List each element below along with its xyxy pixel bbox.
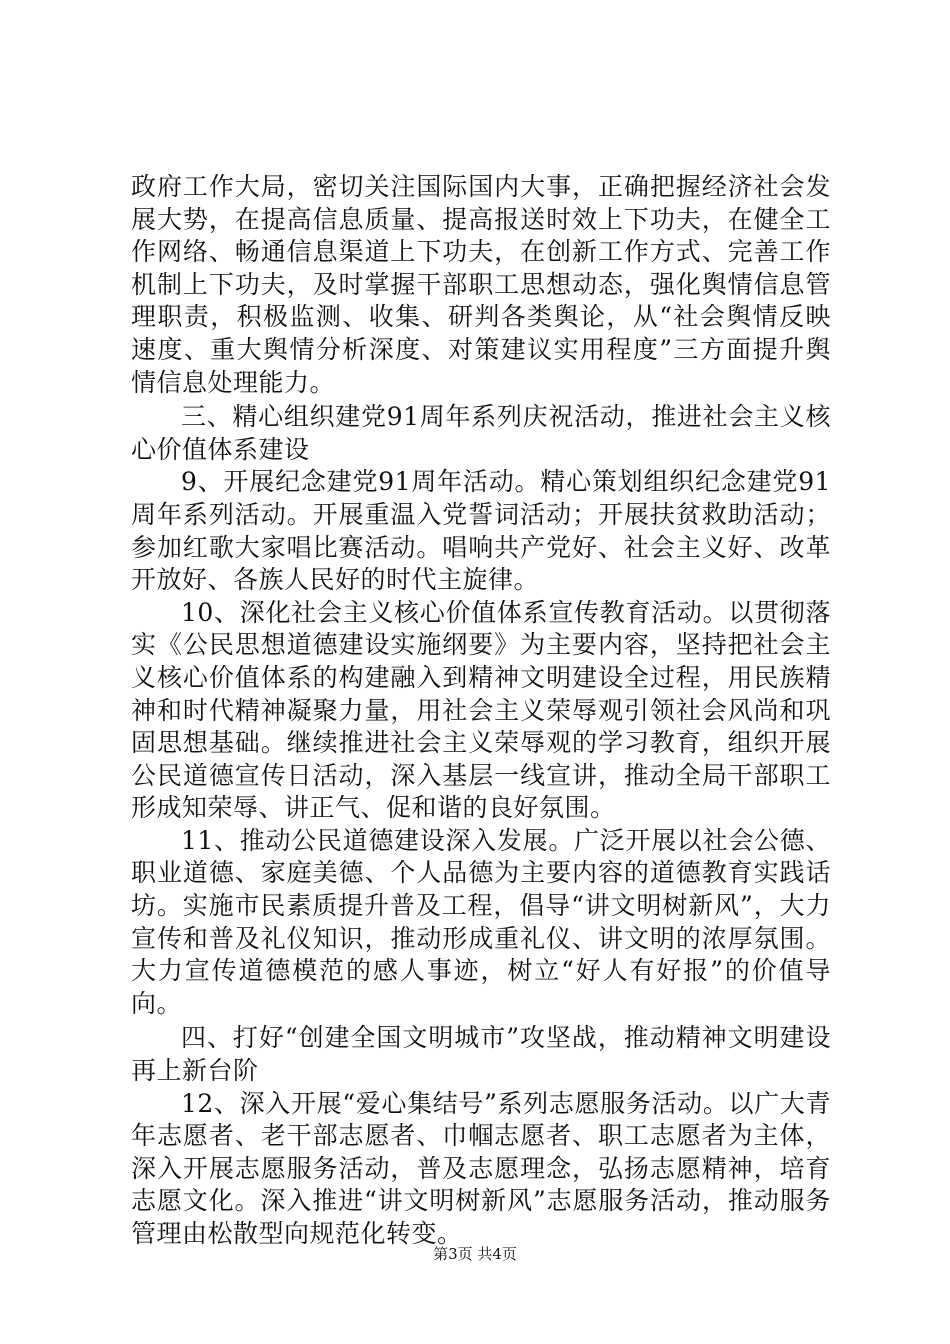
paragraph-item-12: 12、深入开展“爱心集结号”系列志愿服务活动。以广大青年志愿者、老干部志愿者、巾帼志愿者、职工志愿者为主体，深入开展志愿服务活动，普及志愿理念，弘扬志愿精神，培育志愿文化。深入推进“讲文明树新风”志愿服务活动，推动服务管理由松散型向规范化转变。 xyxy=(131,1088,831,1248)
paragraph-item-10: 10、深化社会主义核心价值体系宣传教育活动。以贯彻落实《公民思想道德建设实施纲要》为主要内容，坚持把社会主义核心价值体系的构建融入到精神文明建设全过程，用民族精神和时代精神凝聚力量，用社会主义荣辱观引领社会风尚和巩固思想基础。继续推进社会主义荣辱观的学习教育，组织开展公民道德宣传日活动，深入基层一线宣讲，推动全局干部职工形成知荣辱、讲正气、促和谐的良好氛围。 xyxy=(131,597,831,823)
document-body xyxy=(131,171,831,1251)
paragraph-continuation: 政府工作大局，密切关注国际国内大事，正确把握经济社会发展大势，在提高信息质量、提高报送时效上下功夫，在健全工作网络、畅通信息渠道上下功夫，在创新工作方式、完善工作机制上下功夫，及时掌握干部职工思想动态，强化舆情信息管理职责，积极监测、收集、研判各类舆论，从“社会舆情反映速度、重大舆情分析深度、对策建议实用程度”三方面提升舆情信息处理能力。 xyxy=(131,172,831,397)
section-heading-4: 四、打好“创建全国文明城市”攻坚战，推动精神文明建设再上新台阶 xyxy=(131,1023,831,1086)
paragraph-item-9: 9、开展纪念建党91周年活动。精心策划组织纪念建党91周年系列活动。开展重温入党誓词活动；开展扶贫救助活动；参加红歌大家唱比赛活动。唱响共产党好、社会主义好、改革开放好、各族人民好的时代主旋律。 xyxy=(131,467,831,595)
section-heading-3: 三、精心组织建党91周年系列庆祝活动，推进社会主义核心价值体系建设 xyxy=(131,402,831,464)
paragraph-item-11: 11、推动公民道德建设深入发展。广泛开展以社会公德、职业道德、家庭美德、个人品德为主要内容的道德教育实践话坊。实施市民素质提升普及工程，倡导“讲文明树新风”，大力宣传和普及礼仪知识，推动形成重礼仪、讲文明的浓厚氛围。大力宣传道德模范的感人事迹，树立“好人有好报”的价值导向。 xyxy=(131,825,831,1018)
page-number-footer: 第3页 共4页 xyxy=(433,1245,517,1263)
